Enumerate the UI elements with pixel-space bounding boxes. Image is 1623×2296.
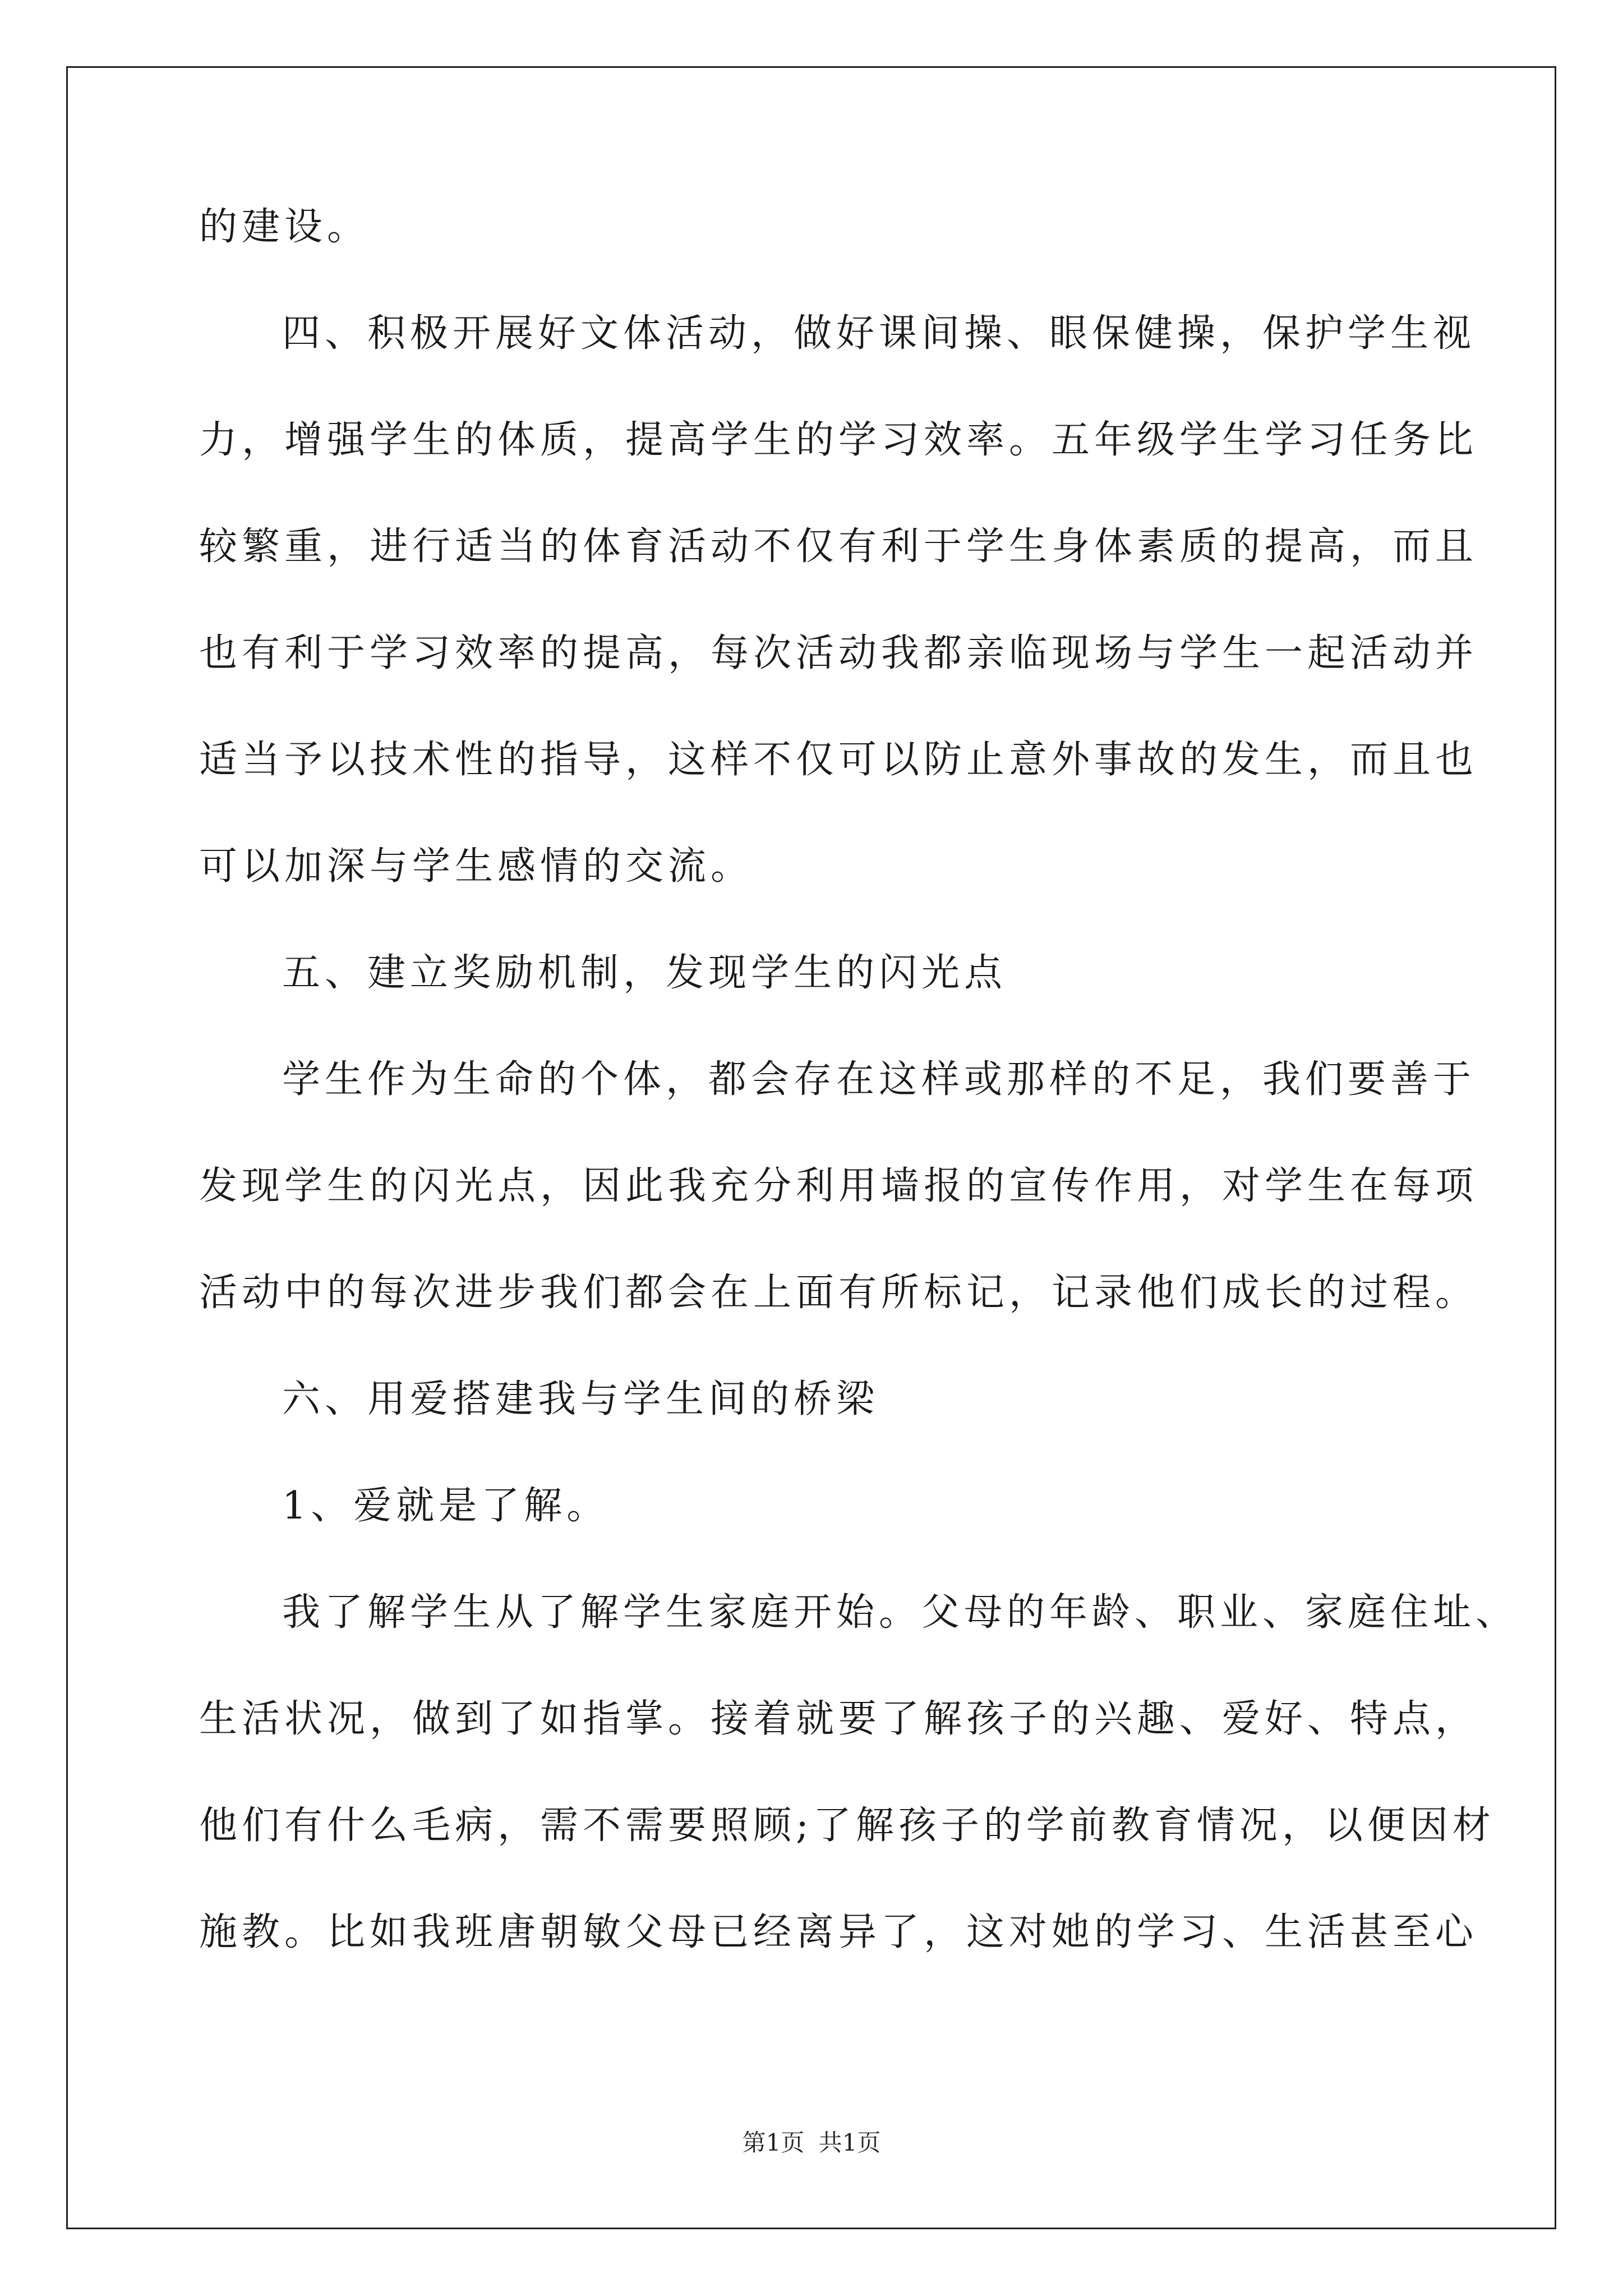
text-line: 力，增强学生的体质，提高学生的学习效率。五年级学生学习任务比 [199,418,1478,462]
text-line: 发现学生的闪光点，因此我充分利用墙报的宣传作用，对学生在每项 [199,1164,1478,1208]
page-total: 共1页 [818,2129,881,2156]
page-number: 第1页 [742,2129,805,2156]
text-line: 也有利于学习效率的提高，每次活动我都亲临现场与学生一起活动并 [199,631,1478,675]
text-line: 施教。比如我班唐朝敏父母已经离异了，这对她的学习、生活甚至心 [199,1910,1478,1954]
section-heading: 六、用爱搭建我与学生间的桥梁 [282,1377,879,1421]
text-line: 生活状况，做到了如指掌。接着就要了解孩子的兴趣、爱好、特点， [199,1697,1478,1741]
text-line: 可以加深与学生感情的交流。 [199,844,754,889]
text-line: 他们有什么毛病，需不需要照顾;了解孩子的学前教育情况，以便因材 [199,1803,1495,1848]
text-line: 较繁重，进行适当的体育活动不仅有利于学生身体素质的提高，而且 [199,524,1478,569]
section-heading: 五、建立奖励机制，发现学生的闪光点 [282,951,1007,995]
subsection-heading: 1、爱就是了解。 [282,1484,610,1528]
page-footer [0,2129,1623,2157]
page-border [66,66,1556,2229]
text-line: 的建设。 [199,205,370,249]
text-line: 适当予以技术性的指导，这样不仅可以防止意外事故的发生，而且也 [199,738,1478,782]
text-line: 我了解学生从了解学生家庭开始。父母的年龄、职业、家庭住址、 [282,1590,1519,1635]
text-line: 四、积极开展好文体活动，做好课间操、眼保健操，保护学生视 [282,311,1476,356]
text-line: 学生作为生命的个体，都会存在这样或那样的不足，我们要善于 [282,1057,1476,1102]
text-line: 活动中的每次进步我们都会在上面有所标记，记录他们成长的过程。 [199,1271,1478,1315]
